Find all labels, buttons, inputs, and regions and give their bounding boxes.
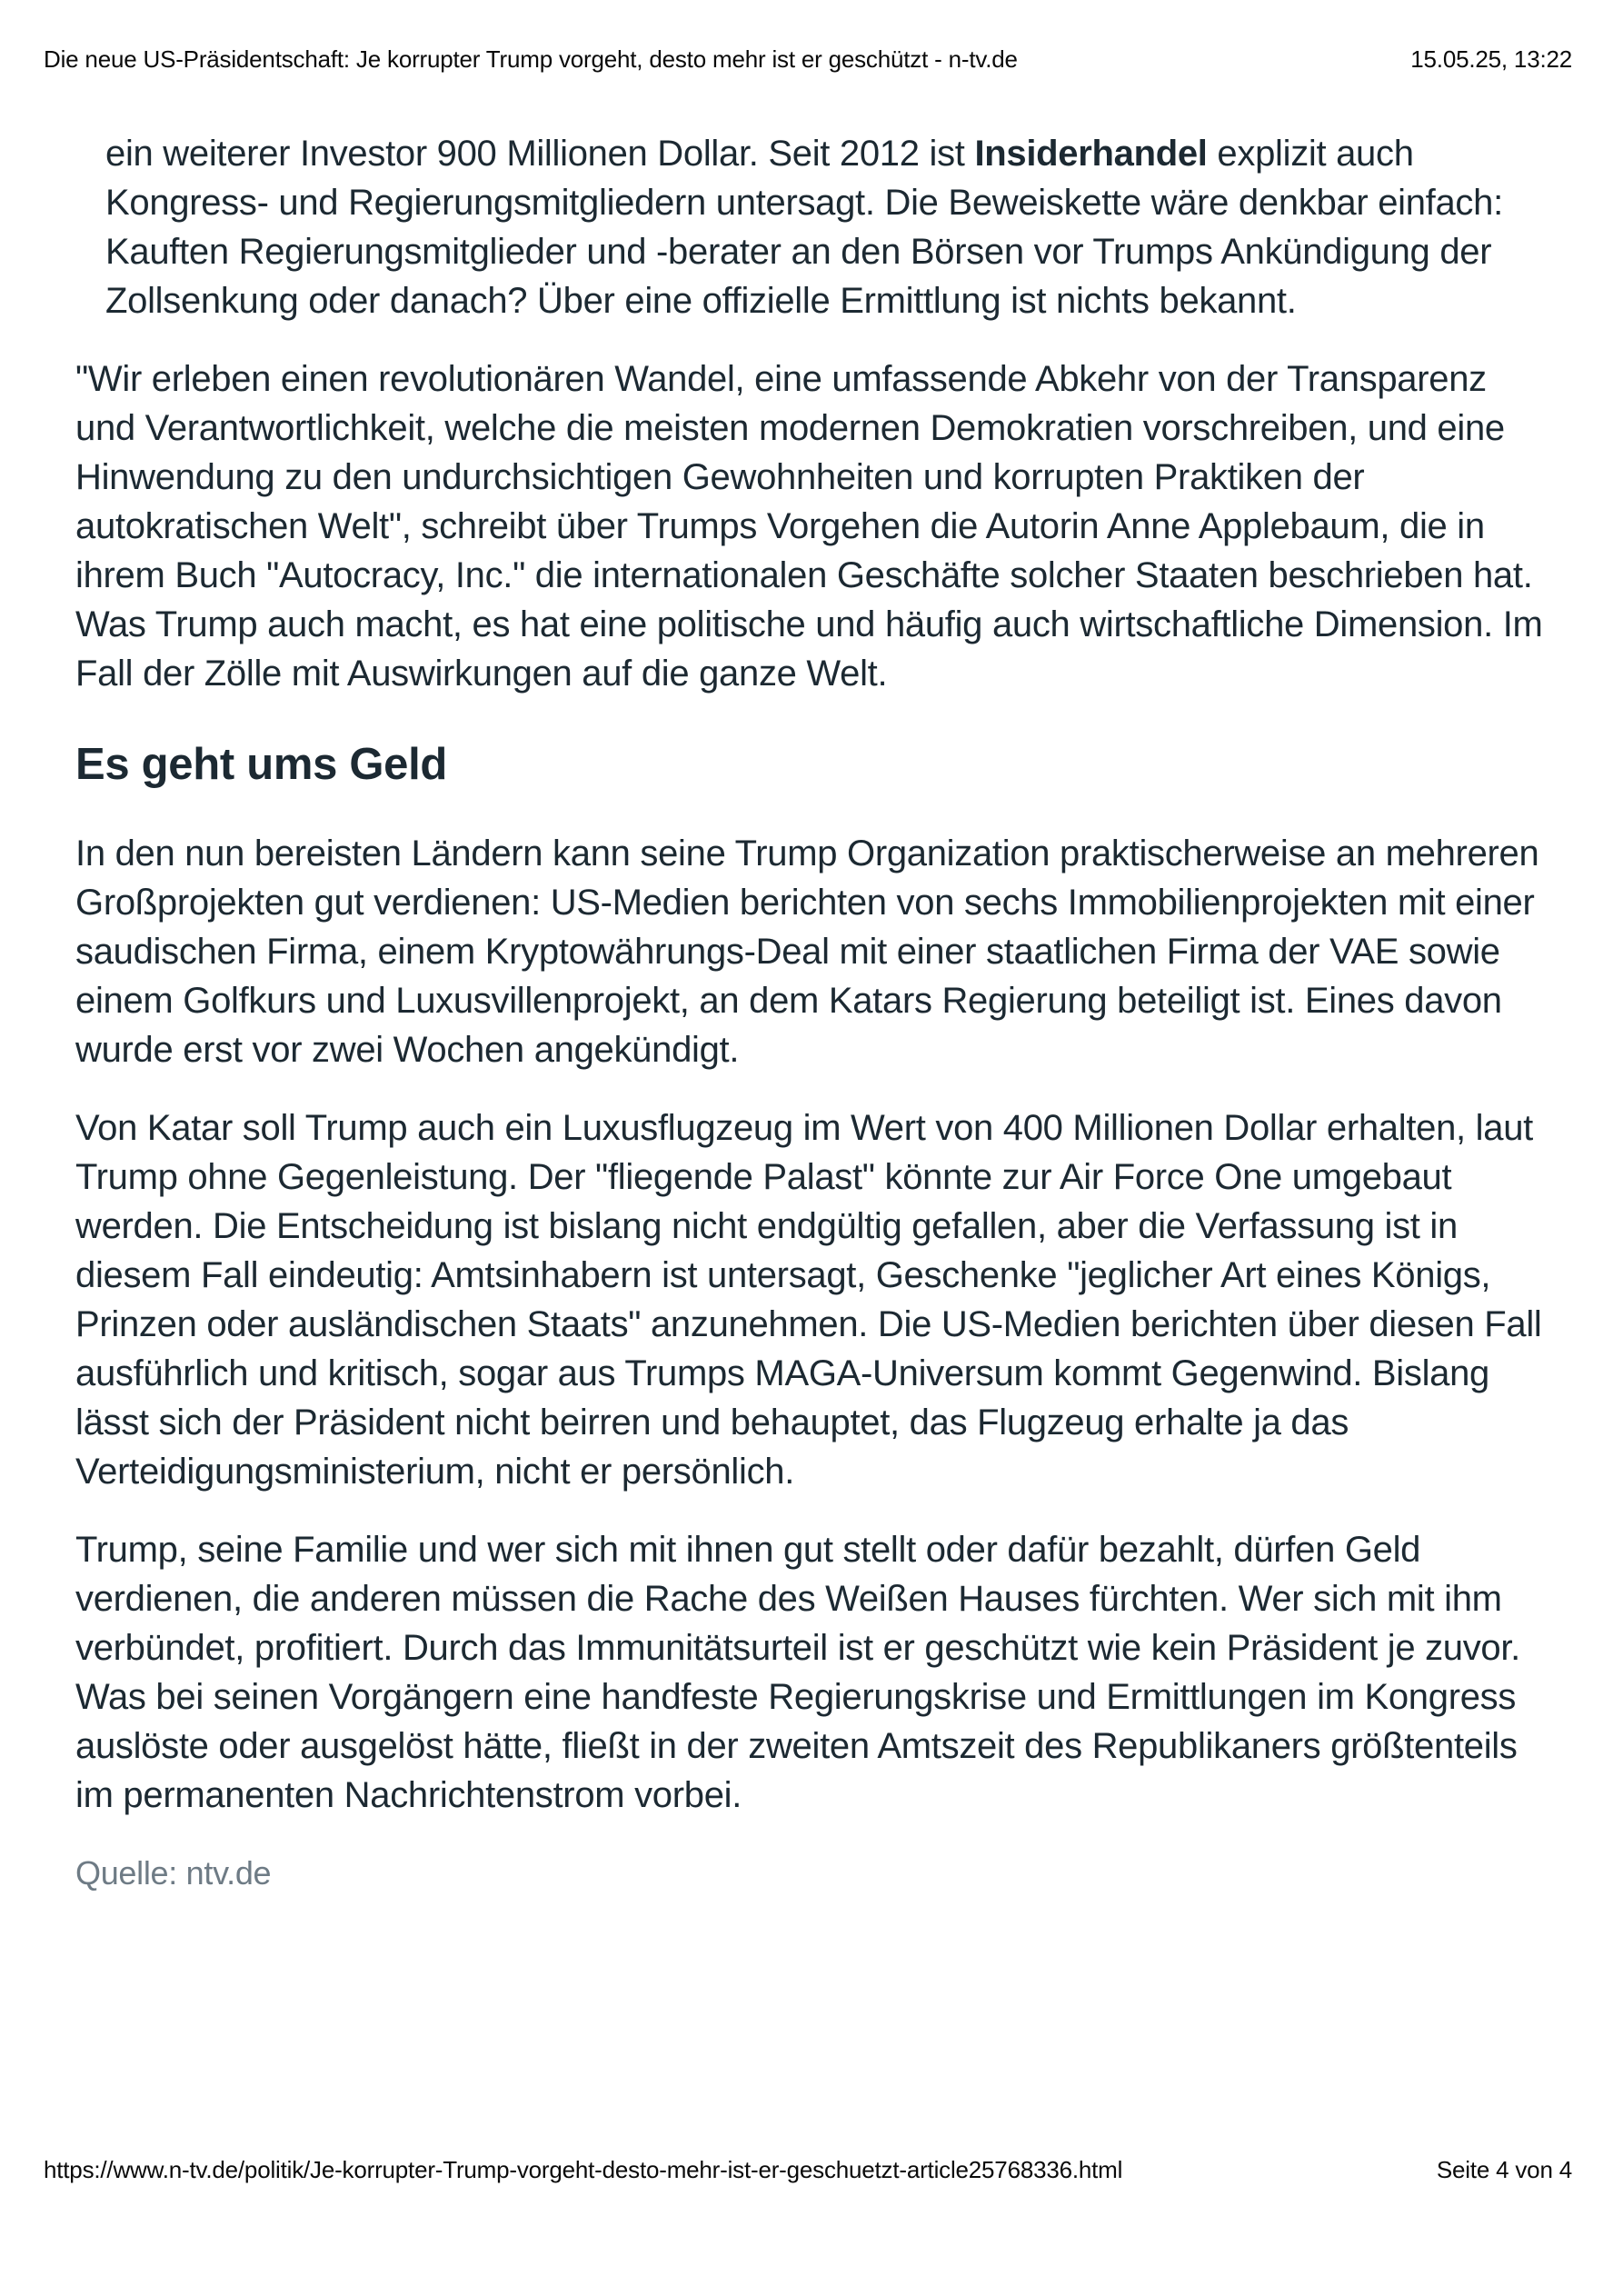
document-title: Die neue US-Präsidentschaft: Je korrupter Trump vorgeht, desto mehr ist er geschützt - n-tv.de — [44, 45, 1018, 73]
paragraph-1-text-before: ein weiterer Investor 900 Millionen Dollar. Seit 2012 ist — [105, 134, 975, 174]
print-header — [44, 45, 1572, 73]
section-heading: Es geht ums Geld — [75, 740, 448, 789]
article-paragraph-4: Von Katar soll Trump auch ein Luxusflugzeug im Wert von 400 Millionen Dollar erhalten, laut Trump ohne Gegenleistung. Der "fliegende Palast" könnte zur Air Force One umgebaut werden. Die Entscheidung ist bislang nicht endgültig gefallen, aber die Verfassung ist in diesem Fall eindeutig: Amtsinhabern ist untersagt, Geschenke "jeglicher Art eines Königs, Prinzen oder ausländischen Staats" anzunehmen. Die US-Medien berichten über diesen Fall ausführlich und kritisch, sogar aus Trumps MAGA-Universum kommt Gegenwind. Bislang lässt sich der Präsident nicht beirren und behauptet, das Flugzeug erhalte ja das Verteidigungsministerium, nicht er persönlich. — [75, 1108, 1542, 1492]
article-paragraph-5: Trump, seine Familie und wer sich mit ihnen gut stellt oder dafür bezahlt, dürfen Geld verdienen, die anderen müssen die Rache des Weißen Hauses fürchten. Wer sich mit ihm verbündet, profitiert. Durch das Immunitätsurteil ist er geschützt wie kein Präsident je zuvor. Was bei seinen Vorgängern eine handfeste Regierungskrise und Ermittlungen im Kongress auslöste oder ausgelöst hätte, fließt in der zweiten Amtszeit des Republikaners größtenteils im permanenten Nachrichtenstrom vorbei. — [75, 1530, 1520, 1815]
paragraph-1-text-after: explizit auch Kongress- und Regierungsmitgliedern untersagt. Die Beweiskette wäre denkbar einfach: Kauften Regierungsmitglieder und -berater an den Börsen vor Trumps Ankündigung der Zollsenkung oder danach? Über eine offizielle Ermittlung ist nichts bekannt. — [105, 134, 1503, 321]
page-number: Seite 4 von 4 — [1436, 2156, 1572, 2183]
bold-term-insiderhandel: Insiderhandel — [974, 134, 1208, 174]
article-body — [75, 129, 1549, 1894]
source-note: Quelle: ntv.de — [75, 1854, 272, 1892]
article-paragraph-3: In den nun bereisten Ländern kann seine Trump Organization praktischerweise an mehreren Großprojekten gut verdienen: US-Medien berichten von sechs Immobilienprojekten mit einer saudischen Firma, einem Kryptowährungs-Deal mit einer staatlichen Firma der VAE sowie einem Golfkurs und Luxusvillenprojekt, an dem Katars Regierung beteiligt ist. Eines davon wurde erst vor zwei Wochen angekündigt. — [75, 834, 1539, 1070]
article-paragraph-2: "Wir erleben einen revolutionären Wandel, eine umfassende Abkehr von der Transparenz und Verantwortlichkeit, welche die meisten modernen Demokratien vorschreiben, und eine Hinwendung zu den undurchsichtigen Gewohnheiten und korrupten Praktiken der autokratischen Welt", schreibt über Trumps Vorgehen die Autorin Anne Applebaum, die in ihrem Buch "Autocracy, Inc." die internationalen Geschäfte solcher Staaten beschrieben hat. Was Trump auch macht, es hat eine politische und häufig auch wirtschaftliche Dimension. Im Fall der Zölle mit Auswirkungen auf die ganze Welt. — [75, 359, 1543, 694]
print-footer — [44, 2156, 1572, 2183]
article-paragraph-1 — [75, 129, 1586, 325]
print-datetime: 15.05.25, 13:22 — [1410, 45, 1572, 73]
source-url: https://www.n-tv.de/politik/Je-korrupter-Trump-vorgeht-desto-mehr-ist-er-geschuetzt-article25768336.html — [44, 2156, 1123, 2183]
